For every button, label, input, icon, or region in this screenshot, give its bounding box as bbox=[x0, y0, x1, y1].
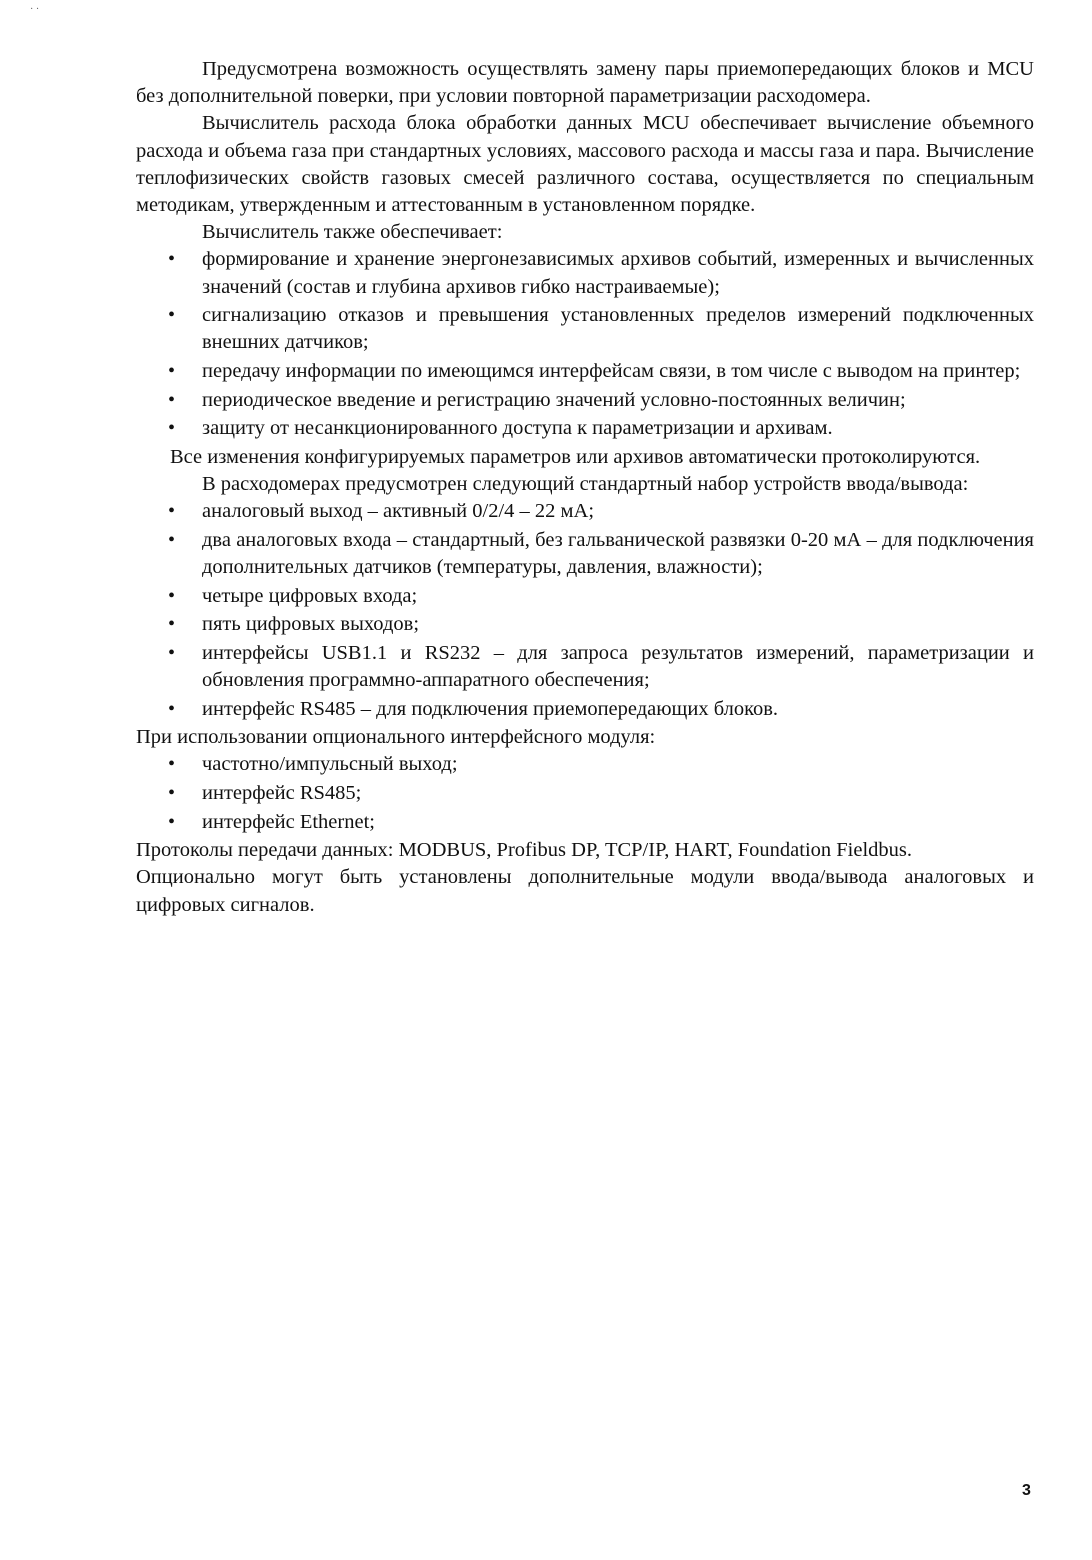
document-page bbox=[136, 56, 1034, 919]
list-item: • защиту от несанкционированного доступа к параметризации и архивам. bbox=[136, 415, 1034, 442]
paragraph-optional-io-modules: Опционально могут быть установлены дополнительные модули ввода/вывода аналоговых и цифровых сигналов. bbox=[136, 866, 1034, 916]
list-item: • интерфейсы USB1.1 и RS232 – для запроса результатов измерений, параметризации и обновления программно-аппаратного обеспечения; bbox=[136, 640, 1034, 694]
list-item: • аналоговый выход – активный 0/2/4 – 22 мА; bbox=[136, 498, 1034, 525]
paragraph-optional-module: При использовании опционального интерфейсного модуля: bbox=[136, 726, 656, 749]
optional-module-list bbox=[136, 751, 1034, 835]
paragraph-io-set: В расходомерах предусмотрен следующий стандартный набор устройств ввода/вывода: bbox=[202, 473, 969, 495]
paragraph-replacement: Предусмотрена возможность осуществлять замену пары приемопередающих блоков и MCU без дополнительной поверки, при условии повторной параметризации расходомера. bbox=[136, 58, 1034, 108]
list-item: • формирование и хранение энергонезависимых архивов событий, измеренных и вычисленных значений (состав и глубина архивов гибко настраиваемые); bbox=[136, 246, 1034, 300]
list-item: • интерфейс RS485; bbox=[136, 780, 1034, 807]
page-number: 3 bbox=[1022, 1482, 1031, 1499]
list-item: • передачу информации по имеющимся интерфейсам связи, в том числе с выводом на принтер; bbox=[136, 358, 1034, 385]
list-item: • два аналоговых входа – стандартный, без гальванической развязки 0-20 мА – для подключения дополнительных датчиков (температуры, давления, влажности); bbox=[136, 527, 1034, 581]
list-item: • периодическое введение и регистрацию значений условно-постоянных величин; bbox=[136, 387, 1034, 414]
io-devices-list bbox=[136, 498, 1034, 723]
calculator-features-list bbox=[136, 246, 1034, 442]
paragraph-logging: Все изменения конфигурируемых параметров или архивов автоматически протоколируются. bbox=[170, 445, 981, 468]
list-item: • пять цифровых выходов; bbox=[136, 611, 1034, 638]
paragraph-protocols: Протоколы передачи данных: MODBUS, Profibus DP, TCP/IP, HART, Foundation Fieldbus. bbox=[136, 839, 913, 862]
list-item: • частотно/импульсный выход; bbox=[136, 751, 1034, 778]
paragraph-calculator-provides: Вычислитель также обеспечивает: bbox=[202, 221, 503, 244]
scan-artifact: · · bbox=[30, 4, 40, 15]
list-item: • интерфейс RS485 – для подключения приемопередающих блоков. bbox=[136, 696, 1034, 723]
list-item: • сигнализацию отказов и превышения установленных пределов измерений подключенных внешних датчиков; bbox=[136, 302, 1034, 356]
paragraph-calculator: Вычислитель расхода блока обработки данных MCU обеспечивает вычисление объемного расхода и объема газа при стандартных условиях, массового расхода и массы газа и пара. Вычисление теплофизических свойств газовых смесей различного состава, осуществляется по специальным методикам, утвержденным и аттестованным в установленном порядке. bbox=[136, 112, 1034, 217]
list-item: • интерфейс Ethernet; bbox=[136, 809, 1034, 836]
list-item: • четыре цифровых входа; bbox=[136, 583, 1034, 610]
